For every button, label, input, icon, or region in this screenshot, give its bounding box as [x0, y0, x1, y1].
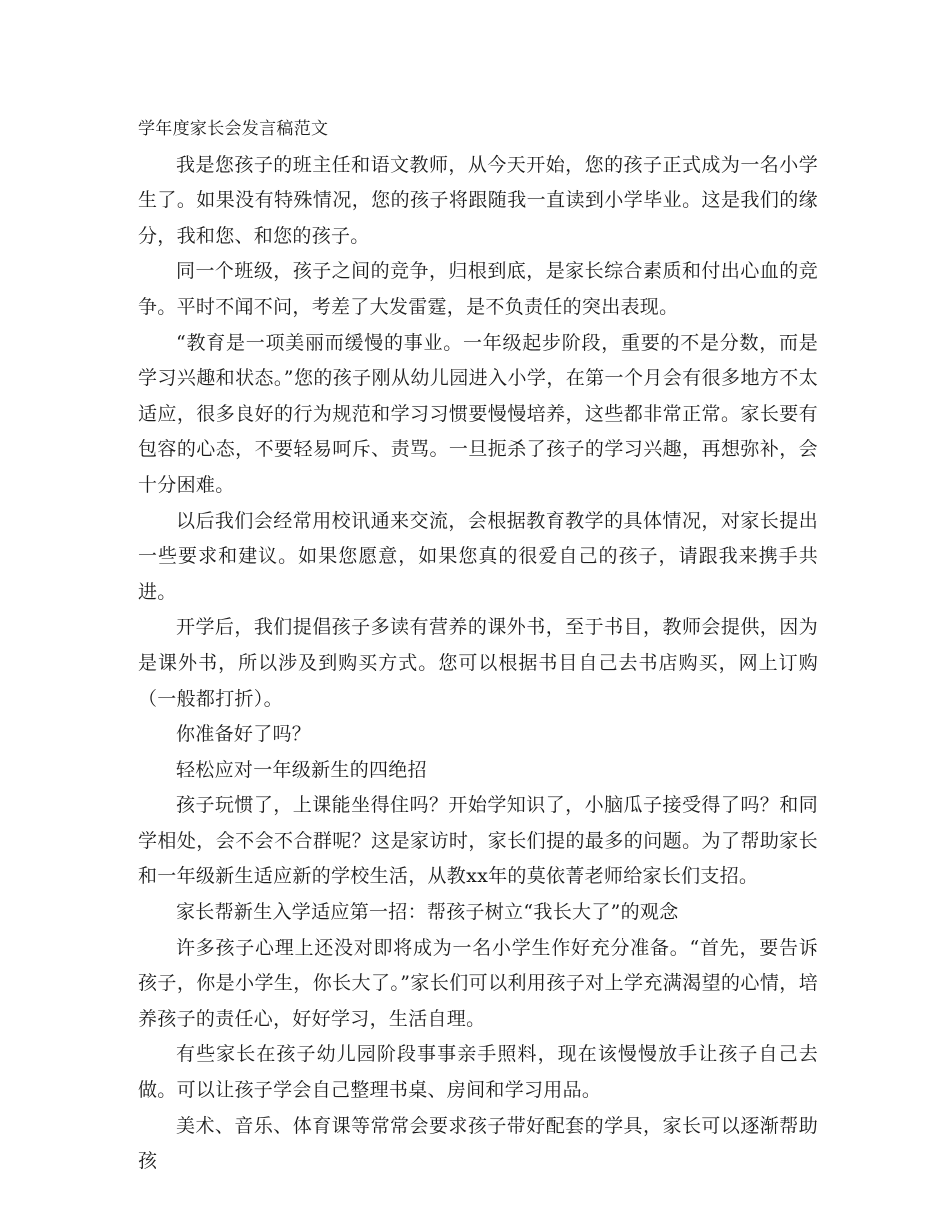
paragraph-3: “教育是一项美丽而缓慢的事业。一年级起步阶段，重要的不是分数，而是学习兴趣和状态。”您的孩子刚从幼儿园进入小学，在第一个月会有很多地方不太适应，很多良好的行为规范和学习习惯要慢慢培养，这些都非常正常。家长要有包容的心态，不要轻易呵斥、责骂。一旦扼杀了孩子的学习兴趣，再想弥补，会十分困难。: [138, 331, 818, 496]
section-heading-four-tips: 轻松应对一年级新生的四绝招: [176, 758, 427, 781]
paragraph-4: 以后我们会经常用校讯通来交流，会根据教育教学的具体情况，对家长提出一些要求和建议。如果您愿意，如果您真的很爱自己的孩子，请跟我来携手共进。: [138, 509, 818, 603]
paragraph-2: 同一个班级，孩子之间的竞争，归根到底，是家长综合素质和付出心血的竞争。平时不闻不问，考差了大发雷霆，是不负责任的突出表现。: [138, 260, 818, 318]
section-heading-first-tip: 家长帮新生入学适应第一招：帮孩子树立“我长大了”的观念: [176, 901, 679, 924]
document-title: 学年度家长会发言稿范文: [138, 119, 329, 139]
document-body: [138, 112, 818, 1180]
paragraph-11: 有些家长在孩子幼儿园阶段事事亲手照料，现在该慢慢放手让孩子自己去做。可以让孩子学会自己整理书桌、房间和学习用品。: [138, 1043, 818, 1102]
paragraph-10: 许多孩子心理上还没对即将成为一名小学生作好充分准备。“首先，要告诉孩子，你是小学生，你长大了。”家长们可以利用孩子对上学充满渴望的心情，培养孩子的责任心，好好学习，生活自理。: [138, 936, 818, 1030]
paragraph-5: 开学后，我们提倡孩子多读有营养的课外书，至于书目，教师会提供，因为是课外书，所以涉及到购买方式。您可以根据书目自己去书店购买，网上订购（一般都打折）。: [138, 616, 818, 710]
paragraph-8: 孩子玩惯了，上课能坐得住吗？开始学知识了，小脑瓜子接受得了吗？和同学相处，会不会不合群呢？这是家访时，家长们提的最多的问题。为了帮助家长和一年级新生适应新的学校生活，从教xx年的莫依菁老师给家长们支招。: [138, 794, 818, 888]
paragraph-6: 你准备好了吗？: [176, 723, 312, 746]
paragraph-12: 美术、音乐、体育课等常常会要求孩子带好配套的学具，家长可以逐渐帮助孩: [138, 1114, 818, 1173]
paragraph-1: 我是您孩子的班主任和语文教师，从今天开始，您的孩子正式成为一名小学生了。如果没有特殊情况，您的孩子将跟随我一直读到小学毕业。这是我们的缘分，我和您、和您的孩子。: [138, 153, 818, 247]
